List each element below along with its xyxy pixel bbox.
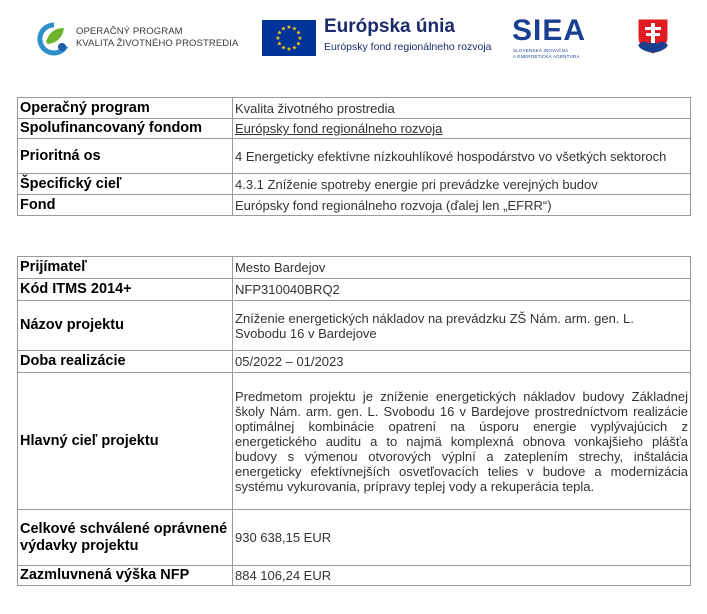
table-row <box>18 119 691 139</box>
siea-line1: SLOVENSKÁ INOVAČNÁ <box>513 48 569 53</box>
row-label: Operačný program <box>18 98 233 119</box>
svg-text:★: ★ <box>291 25 298 33</box>
siea-line2: A ENERGETICKÁ AGENTÚRA <box>513 53 580 59</box>
row-value: Predmetom projektu je zníženie energetických nákladov budovy Základnej školy Nám. arm. gen. L. Svobodu 16 v Bardejove prostredníctvom realizácie optimálnej kombinácie opatrení na úsporu energie vyplývajúcich z energetického auditu a to najmä komplexná obnova vonkajšieho plášťa budovy s výmenou otvorových výplní a zateplením strechy, inštalácia energeticky efektívnejších osvetľovacích telies v budove a modernizácia systému vykurovania, prípravy teplej vody a rekuperácia tepla. <box>233 373 691 510</box>
siea-logo <box>512 14 612 60</box>
row-value: 884 106,24 EUR <box>233 566 691 586</box>
op-line1: OPERAČNÝ PROGRAM <box>76 26 183 37</box>
row-value: Kvalita životného prostredia <box>233 98 691 119</box>
row-label: Hlavný cieľ projektu <box>18 373 233 510</box>
table-row <box>18 373 691 510</box>
row-value: 930 638,15 EUR <box>233 510 691 566</box>
row-value: Európsky fond regionálneho rozvoja (ďalej len „EFRR“) <box>233 195 691 216</box>
svg-text:★: ★ <box>295 40 302 48</box>
svg-text:★: ★ <box>275 35 281 42</box>
table-row <box>18 98 691 119</box>
eu-subtitle: Európsky fond regionálneho rozvoja <box>324 41 492 53</box>
svg-text:★: ★ <box>295 29 302 37</box>
table-row <box>18 279 691 301</box>
siea-name: SIEA <box>512 14 587 47</box>
row-label: Kód ITMS 2014+ <box>18 279 233 301</box>
table-row <box>18 257 691 279</box>
table-row <box>18 195 691 216</box>
table-row <box>18 510 691 566</box>
row-value: 4.3.1 Zníženie spotreby energie pri prevádzke verejných budov <box>233 174 691 195</box>
slovak-coat-of-arms-icon <box>636 17 670 60</box>
row-label: Fond <box>18 195 233 216</box>
row-label: Zazmluvnená výška NFP <box>18 566 233 586</box>
leaf-icon <box>36 22 72 56</box>
svg-text:★: ★ <box>276 40 283 48</box>
row-label: Špecifický cieľ <box>18 174 233 195</box>
table-row <box>18 139 691 174</box>
row-label: Názov projektu <box>18 301 233 351</box>
row-label: Prioritná os <box>18 139 233 174</box>
row-label: Spolufinancovaný fondom <box>18 119 233 139</box>
svg-text:★: ★ <box>286 46 292 53</box>
row-label: Prijímateľ <box>18 257 233 279</box>
logo-bar <box>0 0 707 70</box>
row-value: 4 Energeticky efektívne nízkouhlíkové hospodárstvo vo všetkých sektoroch <box>233 139 691 174</box>
op-line2: KVALITA ŽIVOTNÉHO PROSTREDIA <box>76 38 239 49</box>
table-row <box>18 174 691 195</box>
eu-logo <box>262 18 502 58</box>
project-info-table <box>17 256 691 586</box>
table-row <box>18 566 691 586</box>
op-kzp-logo <box>36 18 256 58</box>
svg-text:★: ★ <box>297 35 303 42</box>
eu-title: Európska únia <box>324 16 455 37</box>
row-value: Zníženie energetických nákladov na prevádzku ZŠ Nám. arm. gen. L. Svobodu 16 v Bardejove <box>233 301 691 351</box>
row-value: Európsky fond regionálneho rozvoja <box>233 119 691 139</box>
table-row <box>18 301 691 351</box>
row-label: Celkové schválené oprávnené výdavky projektu <box>18 510 233 566</box>
svg-text:★: ★ <box>276 29 283 37</box>
eu-flag-icon <box>262 20 316 56</box>
program-info-table <box>17 97 691 216</box>
svg-text:★: ★ <box>291 44 298 52</box>
svg-text:★: ★ <box>280 25 287 33</box>
row-value: Mesto Bardejov <box>233 257 691 279</box>
table-row <box>18 351 691 373</box>
svg-text:★: ★ <box>286 24 292 31</box>
row-label: Doba realizácie <box>18 351 233 373</box>
svg-text:★: ★ <box>280 44 287 52</box>
row-value: NFP310040BRQ2 <box>233 279 691 301</box>
row-value: 05/2022 – 01/2023 <box>233 351 691 373</box>
